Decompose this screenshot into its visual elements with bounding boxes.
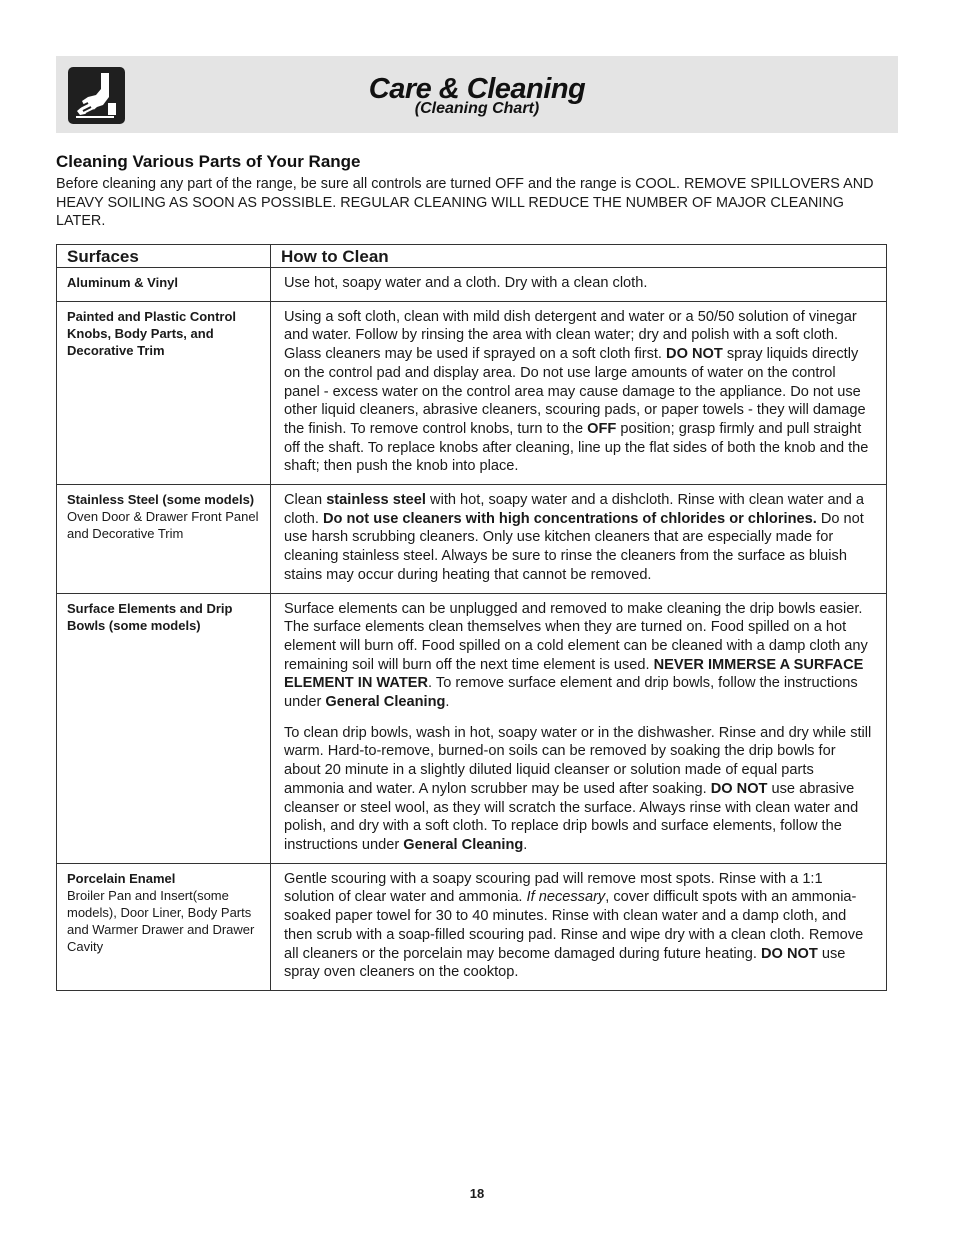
- surface-cell: [57, 863, 271, 990]
- column-header-how-to-clean: How to Clean: [271, 245, 887, 268]
- surface-cell: [57, 485, 271, 594]
- section-intro: Before cleaning any part of the range, be sure all controls are turned OFF and the range is COOL. REMOVE SPILLOVERS AND HEAVY SOILING AS SOON AS POSSIBLE. REGULAR CLEANING WILL REDUCE THE NUMBER OF MAJOR CLEANING LATER.: [56, 176, 874, 229]
- surface-name: Painted and Plastic Control Knobs, Body Parts, and Decorative Trim: [67, 308, 237, 358]
- surface-details: Oven Door & Drawer Front Panel and Decorative Trim: [67, 509, 259, 542]
- how-to-clean-cell: [271, 301, 887, 484]
- instruction-paragraph: [284, 724, 875, 855]
- emphasis-text: NEVER IMMERSE A SURFACE ELEMENT IN WATER: [284, 656, 864, 692]
- instruction-text: Using a soft cloth, clean with mild dish detergent and water or a 50/50 solution of vinegar and water. Follow by rinsing the area with clean water; dry and polish with a soft cloth. Glass cleaners may be used if sprayed on a soft cloth first.: [284, 308, 857, 363]
- surface-name: Surface Elements and Drip Bowls (some models): [67, 600, 233, 633]
- table-header-row: [57, 245, 887, 268]
- page-title: Care & Cleaning: [368, 73, 586, 105]
- emphasis-text: stainless steel: [326, 492, 426, 509]
- table-row: [57, 268, 887, 302]
- instruction-text: with hot, soapy water and a dishcloth. Rinse with clean water and a cloth.: [284, 492, 865, 527]
- emphasis-text: DO NOT: [666, 346, 723, 363]
- instruction-text: spray liquids directly on the control pad and display area. Do not use large amounts of water on the control panel - excess water on the control area may cause damage to the appliance. Do not use other liquid cleaners, abrasive cleaners, scouring pads, or paper towels - they will damage the finish. To remove control knobs, turn to the: [284, 346, 866, 437]
- instruction-text: Do not use harsh scrubbing cleaners. Only use kitchen cleaners that are especially made for cleaning stainless steel. Always be sure to rinse the cleaners from the surface as bluish stains may occur during heating that cannot be removed.: [284, 510, 864, 583]
- emphasis-text: DO NOT: [761, 945, 818, 962]
- instruction-text: use abrasive cleanser or steel wool, as they will scratch the surface. Always rinse with clean water and polish, and dry with a soft cloth. To replace drip bowls and surface elements, follow the instructions under: [284, 780, 859, 853]
- surface-details: Broiler Pan and Insert(some models), Door Liner, Body Parts and Warmer Drawer and Drawer Cavity: [67, 887, 255, 954]
- surface-name: Porcelain Enamel: [67, 870, 176, 886]
- section-title: Cleaning Various Parts of Your Range: [56, 152, 361, 171]
- table-row: [57, 301, 887, 484]
- table-row: [57, 593, 887, 863]
- italic-text: If necessary: [526, 889, 606, 906]
- column-header-surfaces: Surfaces: [57, 245, 271, 268]
- instruction-text: Gentle scouring with a soapy scouring pad will remove most spots. Rinse with a 1:1 solution of clear water and ammonia.: [284, 870, 823, 906]
- table-row: [57, 485, 887, 594]
- instruction-paragraph: [284, 308, 875, 476]
- instruction-text: .: [523, 836, 528, 853]
- emphasis-text: OFF: [587, 420, 617, 437]
- instruction-paragraph: [284, 870, 875, 982]
- instruction-text: position; grasp firmly and pull straight off the shaft. To replace knobs after cleaning, line up the flat sides of both the knob and the shaft; then push the knob into place.: [284, 420, 869, 475]
- instruction-text: , cover difficult spots with an ammonia-soaked paper towel for 30 to 40 minutes. Rinse with clean water and a damp cloth, and then scrub with a soap-filled scouring pad. Rinse and wipe dry with a clean cloth. Remove all cleaners or the porcelain may become damaged during future heating.: [284, 889, 864, 962]
- table-body: [57, 268, 887, 991]
- instruction-text: .: [445, 694, 450, 711]
- surface-name: Aluminum & Vinyl: [67, 275, 178, 290]
- instruction-text: . To remove surface element and drip bowls, follow the instructions under: [284, 675, 858, 711]
- emphasis-text: General Cleaning: [325, 694, 446, 711]
- surface-cell: [57, 593, 271, 863]
- how-to-clean-cell: [271, 863, 887, 990]
- how-to-clean-cell: [271, 268, 887, 302]
- instruction-paragraph: [284, 274, 875, 293]
- page-subtitle: (Cleaning Chart): [414, 100, 540, 117]
- table-row: [57, 863, 887, 990]
- surface-cell: [57, 301, 271, 484]
- instruction-text: To clean drip bowls, wash in hot, soapy water or in the dishwasher. Rinse and dry while still warm. Hard-to-remove, burned-on soils can be removed by soaking the drip bowls for about 20 minute in a slightly diluted liquid cleanser or solution made of equal parts ammonia and water. A nylon scrubber may be used after soaking.: [284, 724, 872, 797]
- emphasis-text: DO NOT: [710, 780, 768, 797]
- surface-cell: [57, 268, 271, 302]
- page-header: [56, 56, 898, 133]
- cleaning-chart-table: [56, 244, 887, 991]
- emphasis-text: General Cleaning: [403, 836, 524, 853]
- how-to-clean-cell: [271, 485, 887, 594]
- instruction-text: Surface elements can be unplugged and removed to make cleaning the drip bowls easier. The surface elements clean themselves when they are turned on. Food spilled on a hot element will burn off. Food spilled on a cold element can be cleaned with a damp cloth any remaining soil will burn off the next time element is used.: [284, 600, 868, 673]
- surface-name: Stainless Steel (some models): [67, 492, 255, 508]
- page-number: 18: [469, 1186, 485, 1201]
- instruction-text: Clean: [284, 492, 327, 509]
- emphasis-text: Do not use cleaners with high concentrations of chlorides or chlorines.: [322, 510, 817, 527]
- instruction-text: Use hot, soapy water and a cloth. Dry with a clean cloth.: [284, 275, 648, 291]
- instruction-paragraph: [284, 491, 875, 585]
- how-to-clean-cell: [271, 593, 887, 863]
- instruction-paragraph: [284, 600, 875, 712]
- instruction-text: use spray oven cleaners on the cooktop.: [284, 945, 846, 981]
